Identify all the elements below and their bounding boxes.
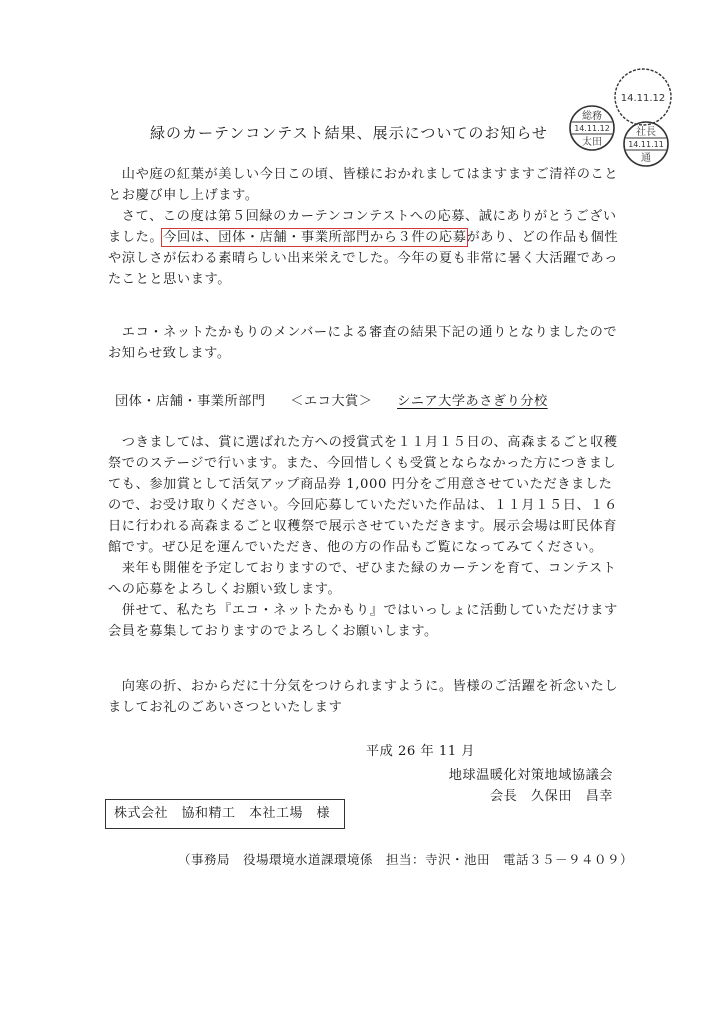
thanks-paragraph: さて、この度は第５回緑のカーテンコンテストへの応募、誠にありがとうございました。今回は、団体・店舗・事業所部門から３件の応募があり、どの作品も個性や涼しさが伝わる素晴らしい出来栄えでした。今年の夏も非常に暑く大活躍であったことと思います。 (108, 209, 619, 287)
details-section (108, 432, 620, 642)
svg-text:社長: 社長 (636, 127, 656, 138)
award-result (115, 390, 568, 409)
judging-paragraph: エコ・ネットたかもりのメンバーによる審査の結果下記の通りとなりましたのでお知らせ致します。 (108, 325, 618, 361)
next-year-paragraph: 来年も開催を予定しておりますので、ぜひまた緑のカーテンを育て、コンテストへの応募をよろしくお願い致します。 (108, 561, 617, 597)
greeting-paragraph: 山や庭の紅葉が美しい今日この頃、皆様におかれましてはますますご清祥のこととお慶び申し上げます。 (108, 167, 619, 203)
issue-date: 平成 26 年 11 月 (365, 744, 475, 759)
members-paragraph: 併せて、私たち『エコ・ネットたかもり』ではいっしょに活動していただけます会員を募集しておりますのでよろしくお願いします。 (108, 603, 618, 639)
addressee-box: 株式会社 協和精工 本社工場 様 (105, 799, 345, 829)
sender-organization: 地球温暖化対策地域協議会 (448, 768, 613, 783)
manager-stamp (622, 120, 670, 168)
office-contact: （事務局 役場環境水道課環境係 担当：寺沢・池田 電話３５－９４０９） (178, 852, 634, 867)
closing-paragraph: 向寒の折、おからだに十分気をつけられますように。皆様のご活躍を祈念いたしましてお礼のごあいさつといたします (108, 679, 619, 715)
sender-name: 会長 久保田 昌幸 (489, 789, 613, 804)
ceremony-paragraph: つきましては、賞に選ばれた方への授賞式を１１月１５日の、高森まるごと収穫祭でのステージで行います。また、今回惜しくも受賞とならなかった方につきましても、参加賞として活気アップ商品券 1,000 円分をご用意させていただきましたので、お受け取りください。今回応募していただいた作品は、１１月１５日、１６日に行われる高森まるごと収穫祭で展示させていただきます。展示会場は町民体育館です。ぜひ足を運んでいただき、他の方の作品もご覧になってみてください。 (108, 435, 618, 555)
svg-text:14.11.12: 14.11.12 (574, 124, 610, 133)
intro-section (108, 164, 620, 290)
award-category: 団体・店舗・事業所部門 (115, 394, 266, 409)
award-prize: ＜エコ大賞＞ (290, 394, 373, 409)
document-title: 緑のカーテンコンテスト結果、展示についてのお知らせ (150, 124, 548, 142)
svg-text:通: 通 (641, 153, 651, 164)
svg-text:総務: 総務 (582, 111, 602, 122)
closing-section (108, 676, 620, 718)
svg-text:太田: 太田 (582, 137, 602, 148)
received-stamp (568, 104, 616, 152)
postmark-stamp (612, 66, 674, 128)
highlighted-entry-count: 今回は、団体・店舗・事業所部門から３件の応募 (163, 230, 467, 245)
svg-text:14.11.11: 14.11.11 (628, 140, 664, 149)
judging-section (108, 322, 620, 364)
award-winner: シニア大学あさぎり分校 (397, 394, 548, 409)
postmark-date: 14.11.12 (620, 93, 666, 104)
